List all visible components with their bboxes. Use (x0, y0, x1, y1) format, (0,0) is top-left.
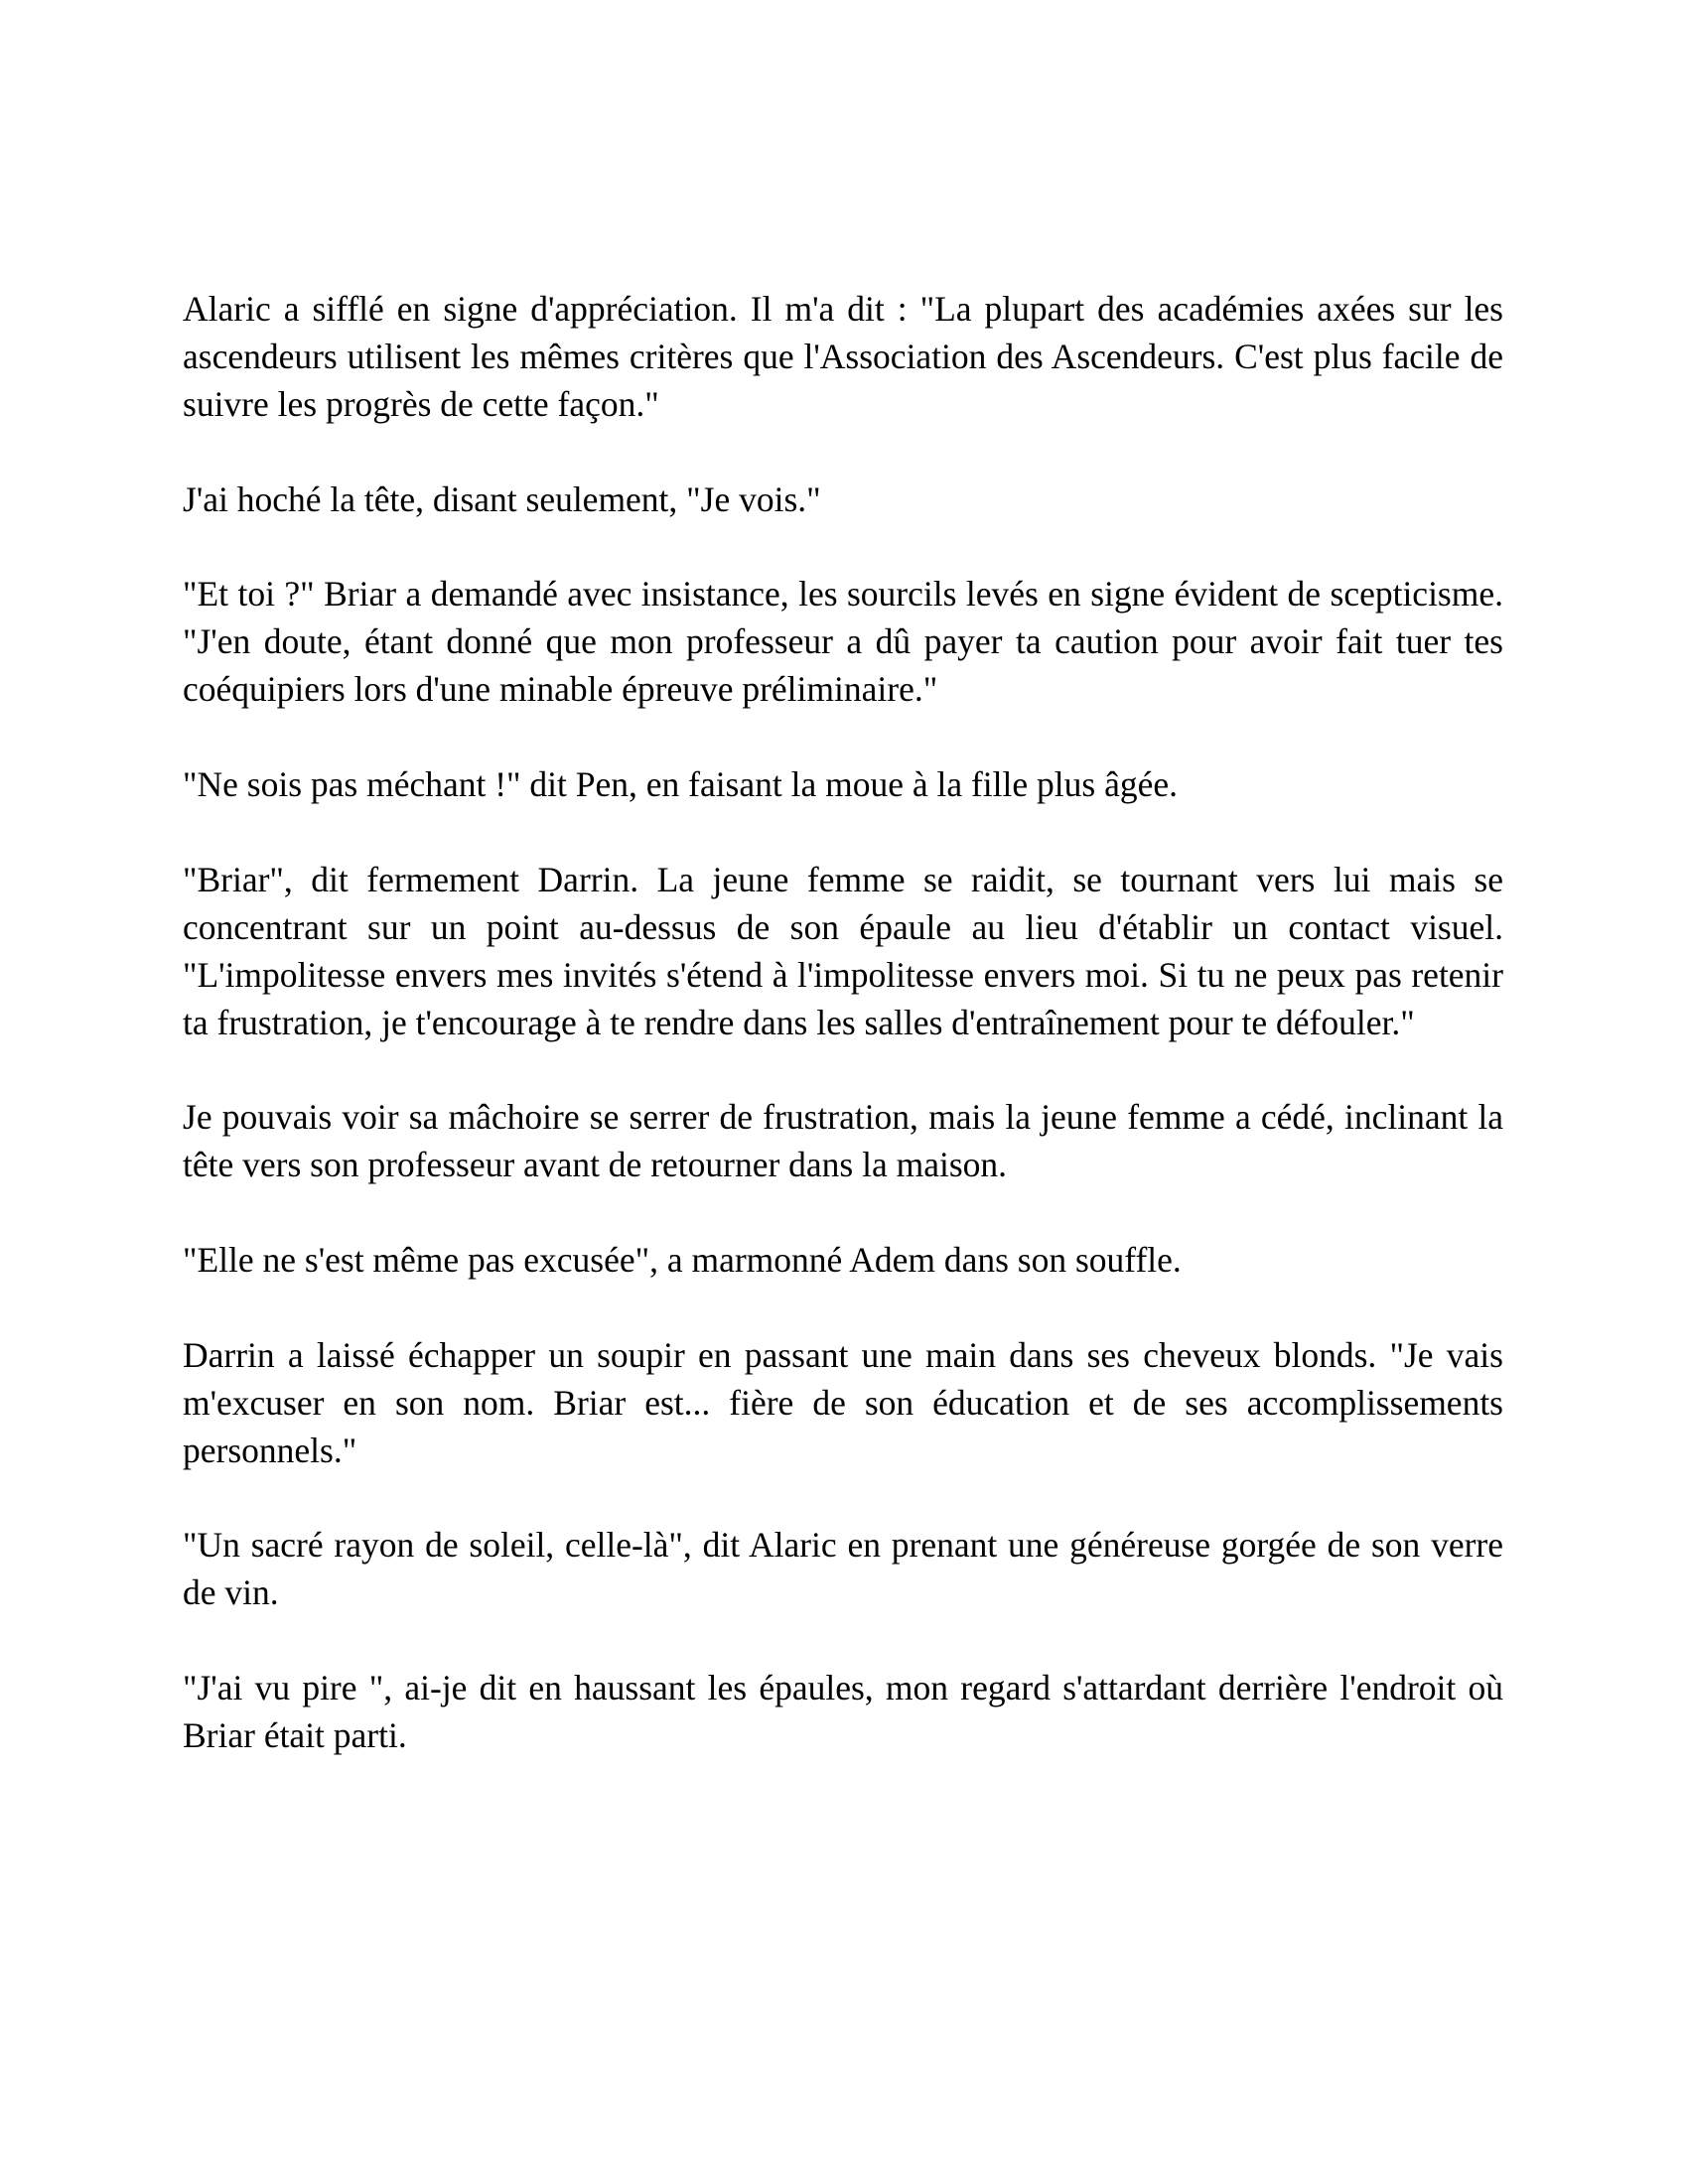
paragraph: Alaric a sifflé en signe d'appréciation. Il m'a dit : "La plupart des académies axées sur les ascendeurs utilisent les mêmes critères que l'Association des Ascendeurs. C'est plus facile de suivre les progrès de cette façon." (183, 289, 1503, 424)
paragraph: Je pouvais voir sa mâchoire se serrer de frustration, mais la jeune femme a cédé, inclinant la tête vers son professeur avant de retourner dans la maison. (183, 1097, 1503, 1185)
paragraph: "Un sacré rayon de soleil, celle-là", dit Alaric en prenant une généreuse gorgée de son verre de vin. (183, 1525, 1503, 1613)
paragraph: "Ne sois pas méchant !" dit Pen, en faisant la moue à la fille plus âgée. (183, 764, 1178, 805)
paragraph: J'ai hoché la tête, disant seulement, "Je vois." (183, 478, 821, 519)
paragraph: "Briar", dit fermement Darrin. La jeune femme se raidit, se tournant vers lui mais se concentrant sur un point au-dessus de son épaule au lieu d'établir un contact visuel. "L'impolitesse envers mes invités s'étend à l'impolitesse envers moi. Si tu ne peux pas retenir ta frustration, je t'encourage à te rendre dans les salles d'entraînement pour te défouler." (183, 859, 1503, 1042)
paragraph: "J'ai vu pire ", ai-je dit en haussant les épaules, mon regard s'attardant derrière l'endroit où Briar était parti. (183, 1668, 1503, 1756)
paragraph: Darrin a laissé échapper un soupir en passant une main dans ses cheveux blonds. "Je vais m'excuser en son nom. Briar est... fière de son éducation et de ses accomplissements personnels." (183, 1334, 1503, 1470)
document-page (183, 286, 1503, 1760)
paragraph: "Et toi ?" Briar a demandé avec insistance, les sourcils levés en signe évident de scepticisme. "J'en doute, étant donné que mon professeur a dû payer ta caution pour avoir fait tuer tes coéquipiers lors d'une minable épreuve préliminaire." (183, 574, 1503, 710)
paragraph: "Elle ne s'est même pas excusée", a marmonné Adem dans son souffle. (183, 1240, 1182, 1281)
